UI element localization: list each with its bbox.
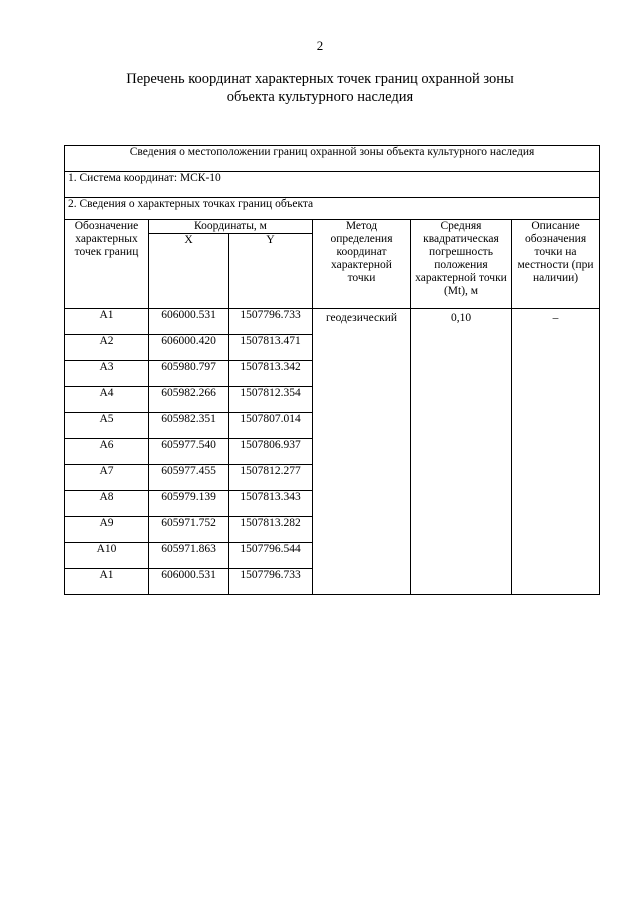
y-coordinate-cell: 1507796.544 bbox=[229, 543, 313, 569]
table-caption: Сведения о местоположении границ охранной зоны объекта культурного наследия bbox=[65, 146, 600, 172]
x-coordinate-cell: 606000.420 bbox=[149, 335, 229, 361]
header-error: Средняя квадратическая погрешность положения характерной точки (Mt), м bbox=[411, 220, 512, 309]
x-coordinate-cell: 605980.797 bbox=[149, 361, 229, 387]
table-caption-row bbox=[65, 146, 600, 172]
document-title-line-2: объекта культурного наследия bbox=[226, 89, 414, 105]
section-title-row bbox=[65, 198, 600, 220]
x-coordinate-cell: 606000.531 bbox=[149, 569, 229, 595]
header-point: Обозначение характерных точек границ bbox=[65, 220, 149, 309]
x-coordinate-cell: 605982.266 bbox=[149, 387, 229, 413]
section-title: 2. Сведения о характерных точках границ объекта bbox=[65, 198, 600, 220]
point-name-cell: А8 bbox=[65, 491, 149, 517]
y-coordinate-cell: 1507813.343 bbox=[229, 491, 313, 517]
point-name-cell: А5 bbox=[65, 413, 149, 439]
point-name-cell: А10 bbox=[65, 543, 149, 569]
point-name-cell: А1 bbox=[65, 569, 149, 595]
y-coordinate-cell: 1507812.277 bbox=[229, 465, 313, 491]
header-row-1 bbox=[65, 220, 600, 234]
x-coordinate-cell: 605982.351 bbox=[149, 413, 229, 439]
header-x: X bbox=[149, 234, 229, 309]
x-coordinate-cell: 606000.531 bbox=[149, 309, 229, 335]
point-name-cell: А6 bbox=[65, 439, 149, 465]
point-name-cell: А7 bbox=[65, 465, 149, 491]
y-coordinate-cell: 1507796.733 bbox=[229, 309, 313, 335]
y-coordinate-cell: 1507813.471 bbox=[229, 335, 313, 361]
x-coordinate-cell: 605977.540 bbox=[149, 439, 229, 465]
coord-system: 1. Система координат: МСК-10 bbox=[65, 172, 600, 198]
x-coordinate-cell: 605971.863 bbox=[149, 543, 229, 569]
error-cell: 0,10 bbox=[411, 309, 512, 595]
document-title-line-1: Перечень координат характерных точек границ охранной зоны bbox=[126, 71, 514, 87]
y-coordinate-cell: 1507796.733 bbox=[229, 569, 313, 595]
x-coordinate-cell: 605971.752 bbox=[149, 517, 229, 543]
y-coordinate-cell: 1507807.014 bbox=[229, 413, 313, 439]
y-coordinate-cell: 1507812.354 bbox=[229, 387, 313, 413]
point-name-cell: А3 bbox=[65, 361, 149, 387]
header-coords: Координаты, м bbox=[149, 220, 313, 234]
coord-system-row bbox=[65, 172, 600, 198]
page-number: 2 bbox=[316, 38, 324, 53]
document-title bbox=[0, 70, 640, 106]
point-name-cell: А9 bbox=[65, 517, 149, 543]
header-y: Y bbox=[229, 234, 313, 309]
y-coordinate-cell: 1507813.342 bbox=[229, 361, 313, 387]
point-name-cell: А2 bbox=[65, 335, 149, 361]
point-name-cell: А1 bbox=[65, 309, 149, 335]
x-coordinate-cell: 605979.139 bbox=[149, 491, 229, 517]
y-coordinate-cell: 1507806.937 bbox=[229, 439, 313, 465]
point-name-cell: А4 bbox=[65, 387, 149, 413]
y-coordinate-cell: 1507813.282 bbox=[229, 517, 313, 543]
method-cell: геодезический bbox=[313, 309, 411, 595]
table-row bbox=[65, 309, 600, 335]
header-description: Описание обозначения точки на местности (при наличии) bbox=[512, 220, 600, 309]
header-method: Метод определения координат характерной точки bbox=[313, 220, 411, 309]
description-cell: – bbox=[512, 309, 600, 595]
coordinates-table bbox=[64, 145, 600, 595]
x-coordinate-cell: 605977.455 bbox=[149, 465, 229, 491]
